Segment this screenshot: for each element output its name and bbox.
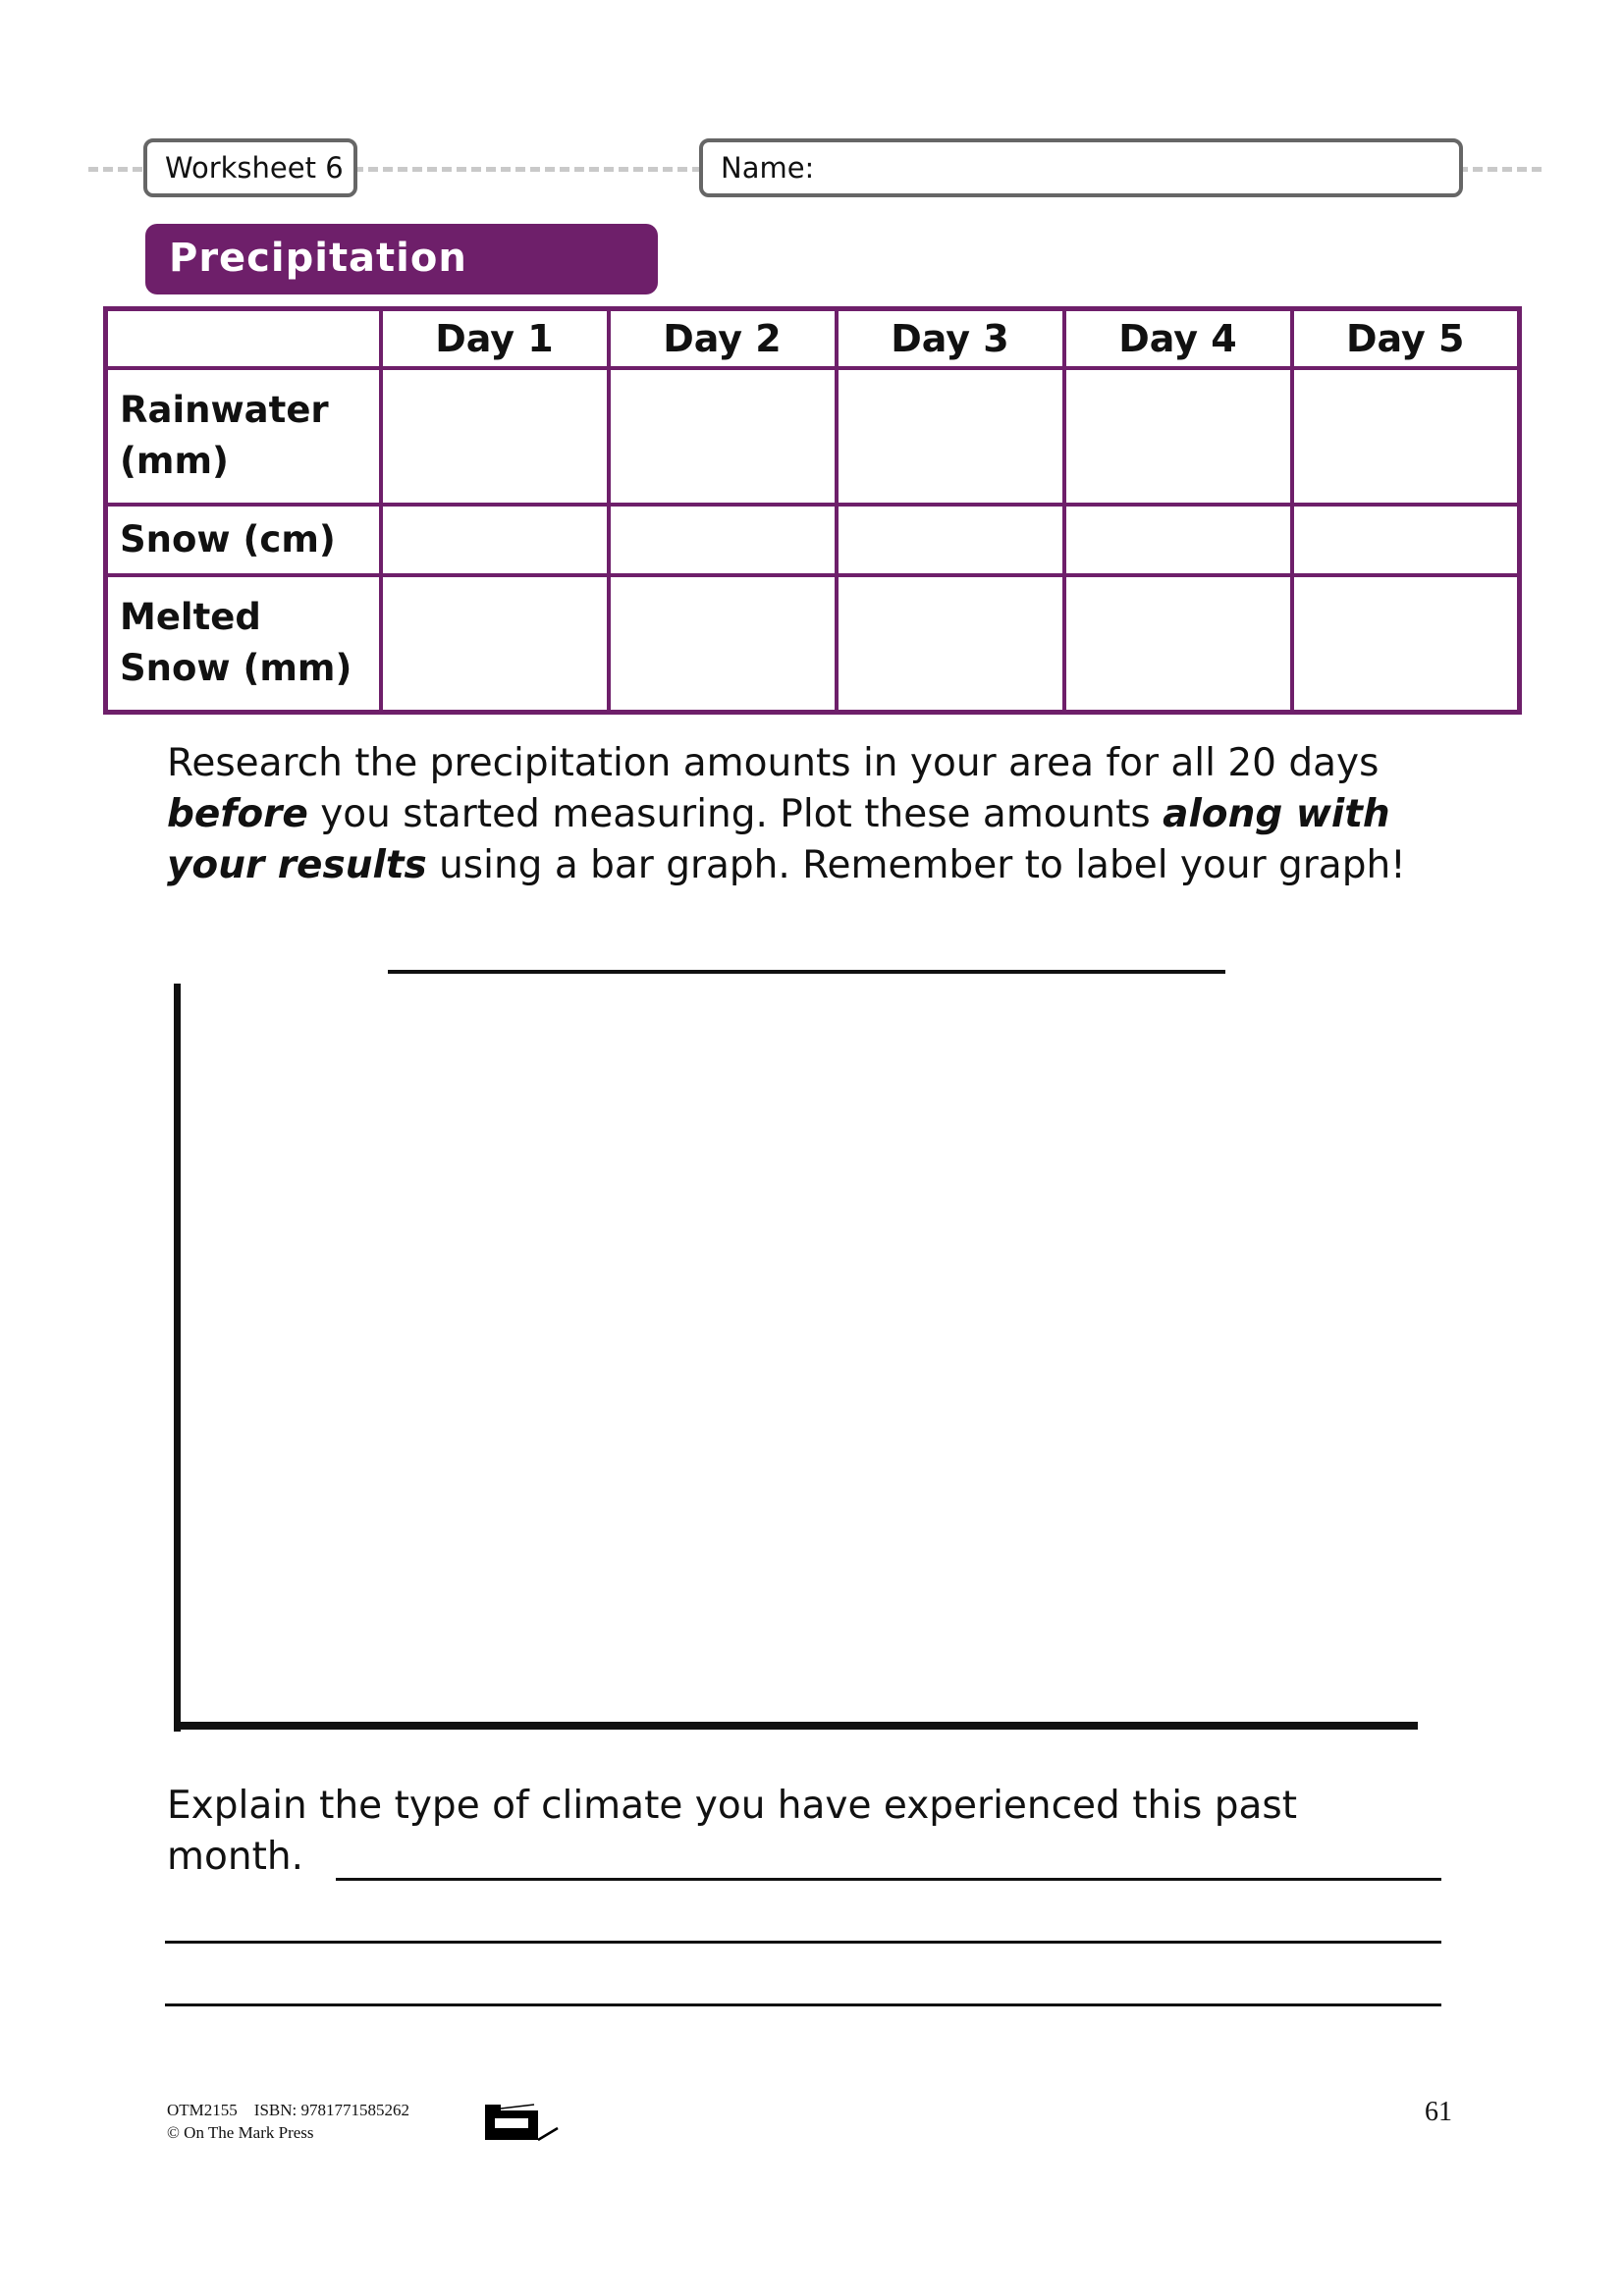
cell-snow-day-5[interactable]: [1292, 505, 1520, 575]
table-header-day-3: Day 3: [837, 309, 1064, 369]
row-label-line: Melted: [120, 596, 261, 639]
graph-x-axis: [174, 1722, 1418, 1730]
instructions-paragraph: [167, 738, 1473, 891]
answer-line-3[interactable]: [165, 2003, 1441, 2006]
page-title-text: Precipitation Amounts: [169, 236, 467, 349]
instructions-emphasis: along with your results: [167, 792, 1390, 887]
name-label: Name:: [721, 151, 815, 185]
answer-line-1[interactable]: [336, 1878, 1441, 1881]
page-number: 61: [1425, 2097, 1452, 2127]
cell-snow-day-1[interactable]: [381, 505, 609, 575]
isbn: ISBN: 9781771585262: [253, 2101, 409, 2119]
cell-rainwater-day-2[interactable]: [609, 368, 837, 505]
name-field[interactable]: [699, 138, 1463, 197]
product-code: OTM2155: [167, 2101, 238, 2119]
table-header-day-2: Day 2: [609, 309, 837, 369]
cell-snow-day-3[interactable]: [837, 505, 1064, 575]
worksheet-label: Worksheet 6: [165, 151, 344, 185]
cell-melted-day-5[interactable]: [1292, 575, 1520, 713]
table-header-day-5: Day 5: [1292, 309, 1520, 369]
instructions-text: Research the precipitation amounts in your area for all 20 days: [167, 741, 1380, 785]
table-header-row: [106, 309, 1520, 369]
copyright: © On The Mark Press: [167, 2123, 314, 2142]
cell-melted-day-2[interactable]: [609, 575, 837, 713]
row-label-line: Snow (cm): [120, 517, 336, 561]
footer-info: [167, 2099, 409, 2144]
instructions-emphasis: before: [167, 792, 308, 836]
answer-line-2[interactable]: [165, 1941, 1441, 1944]
graph-y-axis: [174, 984, 181, 1732]
row-label-rainwater: [106, 368, 381, 505]
table-row-melted-snow: [106, 575, 1520, 713]
cell-snow-day-4[interactable]: [1064, 505, 1292, 575]
table-row-snow: [106, 505, 1520, 575]
table-header-day-1: Day 1: [381, 309, 609, 369]
table-row-rainwater: [106, 368, 1520, 505]
row-label-line: Rainwater: [120, 389, 329, 432]
cell-rainwater-day-5[interactable]: [1292, 368, 1520, 505]
precipitation-table: [103, 306, 1522, 715]
question-text: month.: [167, 1835, 303, 1879]
climate-question: [167, 1781, 1297, 1883]
cell-snow-day-2[interactable]: [609, 505, 837, 575]
table-header-day-4: Day 4: [1064, 309, 1292, 369]
cell-rainwater-day-1[interactable]: [381, 368, 609, 505]
row-label-line: Snow (mm): [120, 647, 352, 690]
cell-rainwater-day-3[interactable]: [837, 368, 1064, 505]
instructions-text: you started measuring. Plot these amounts: [307, 792, 1164, 836]
row-label-melted-snow: [106, 575, 381, 713]
cell-melted-day-3[interactable]: [837, 575, 1064, 713]
cell-melted-day-1[interactable]: [381, 575, 609, 713]
row-label-line: (mm): [120, 440, 229, 483]
cell-melted-day-4[interactable]: [1064, 575, 1292, 713]
cell-rainwater-day-4[interactable]: [1064, 368, 1292, 505]
graph-title-line[interactable]: [388, 970, 1225, 974]
question-text: Explain the type of climate you have experienced this past: [167, 1784, 1298, 1828]
photocopier-icon: [483, 2101, 562, 2144]
worksheet-label-box: [143, 138, 357, 197]
row-label-snow: [106, 505, 381, 575]
instructions-text: using a bar graph. Remember to label your graph!: [426, 843, 1406, 887]
table-header-empty: [106, 309, 381, 369]
